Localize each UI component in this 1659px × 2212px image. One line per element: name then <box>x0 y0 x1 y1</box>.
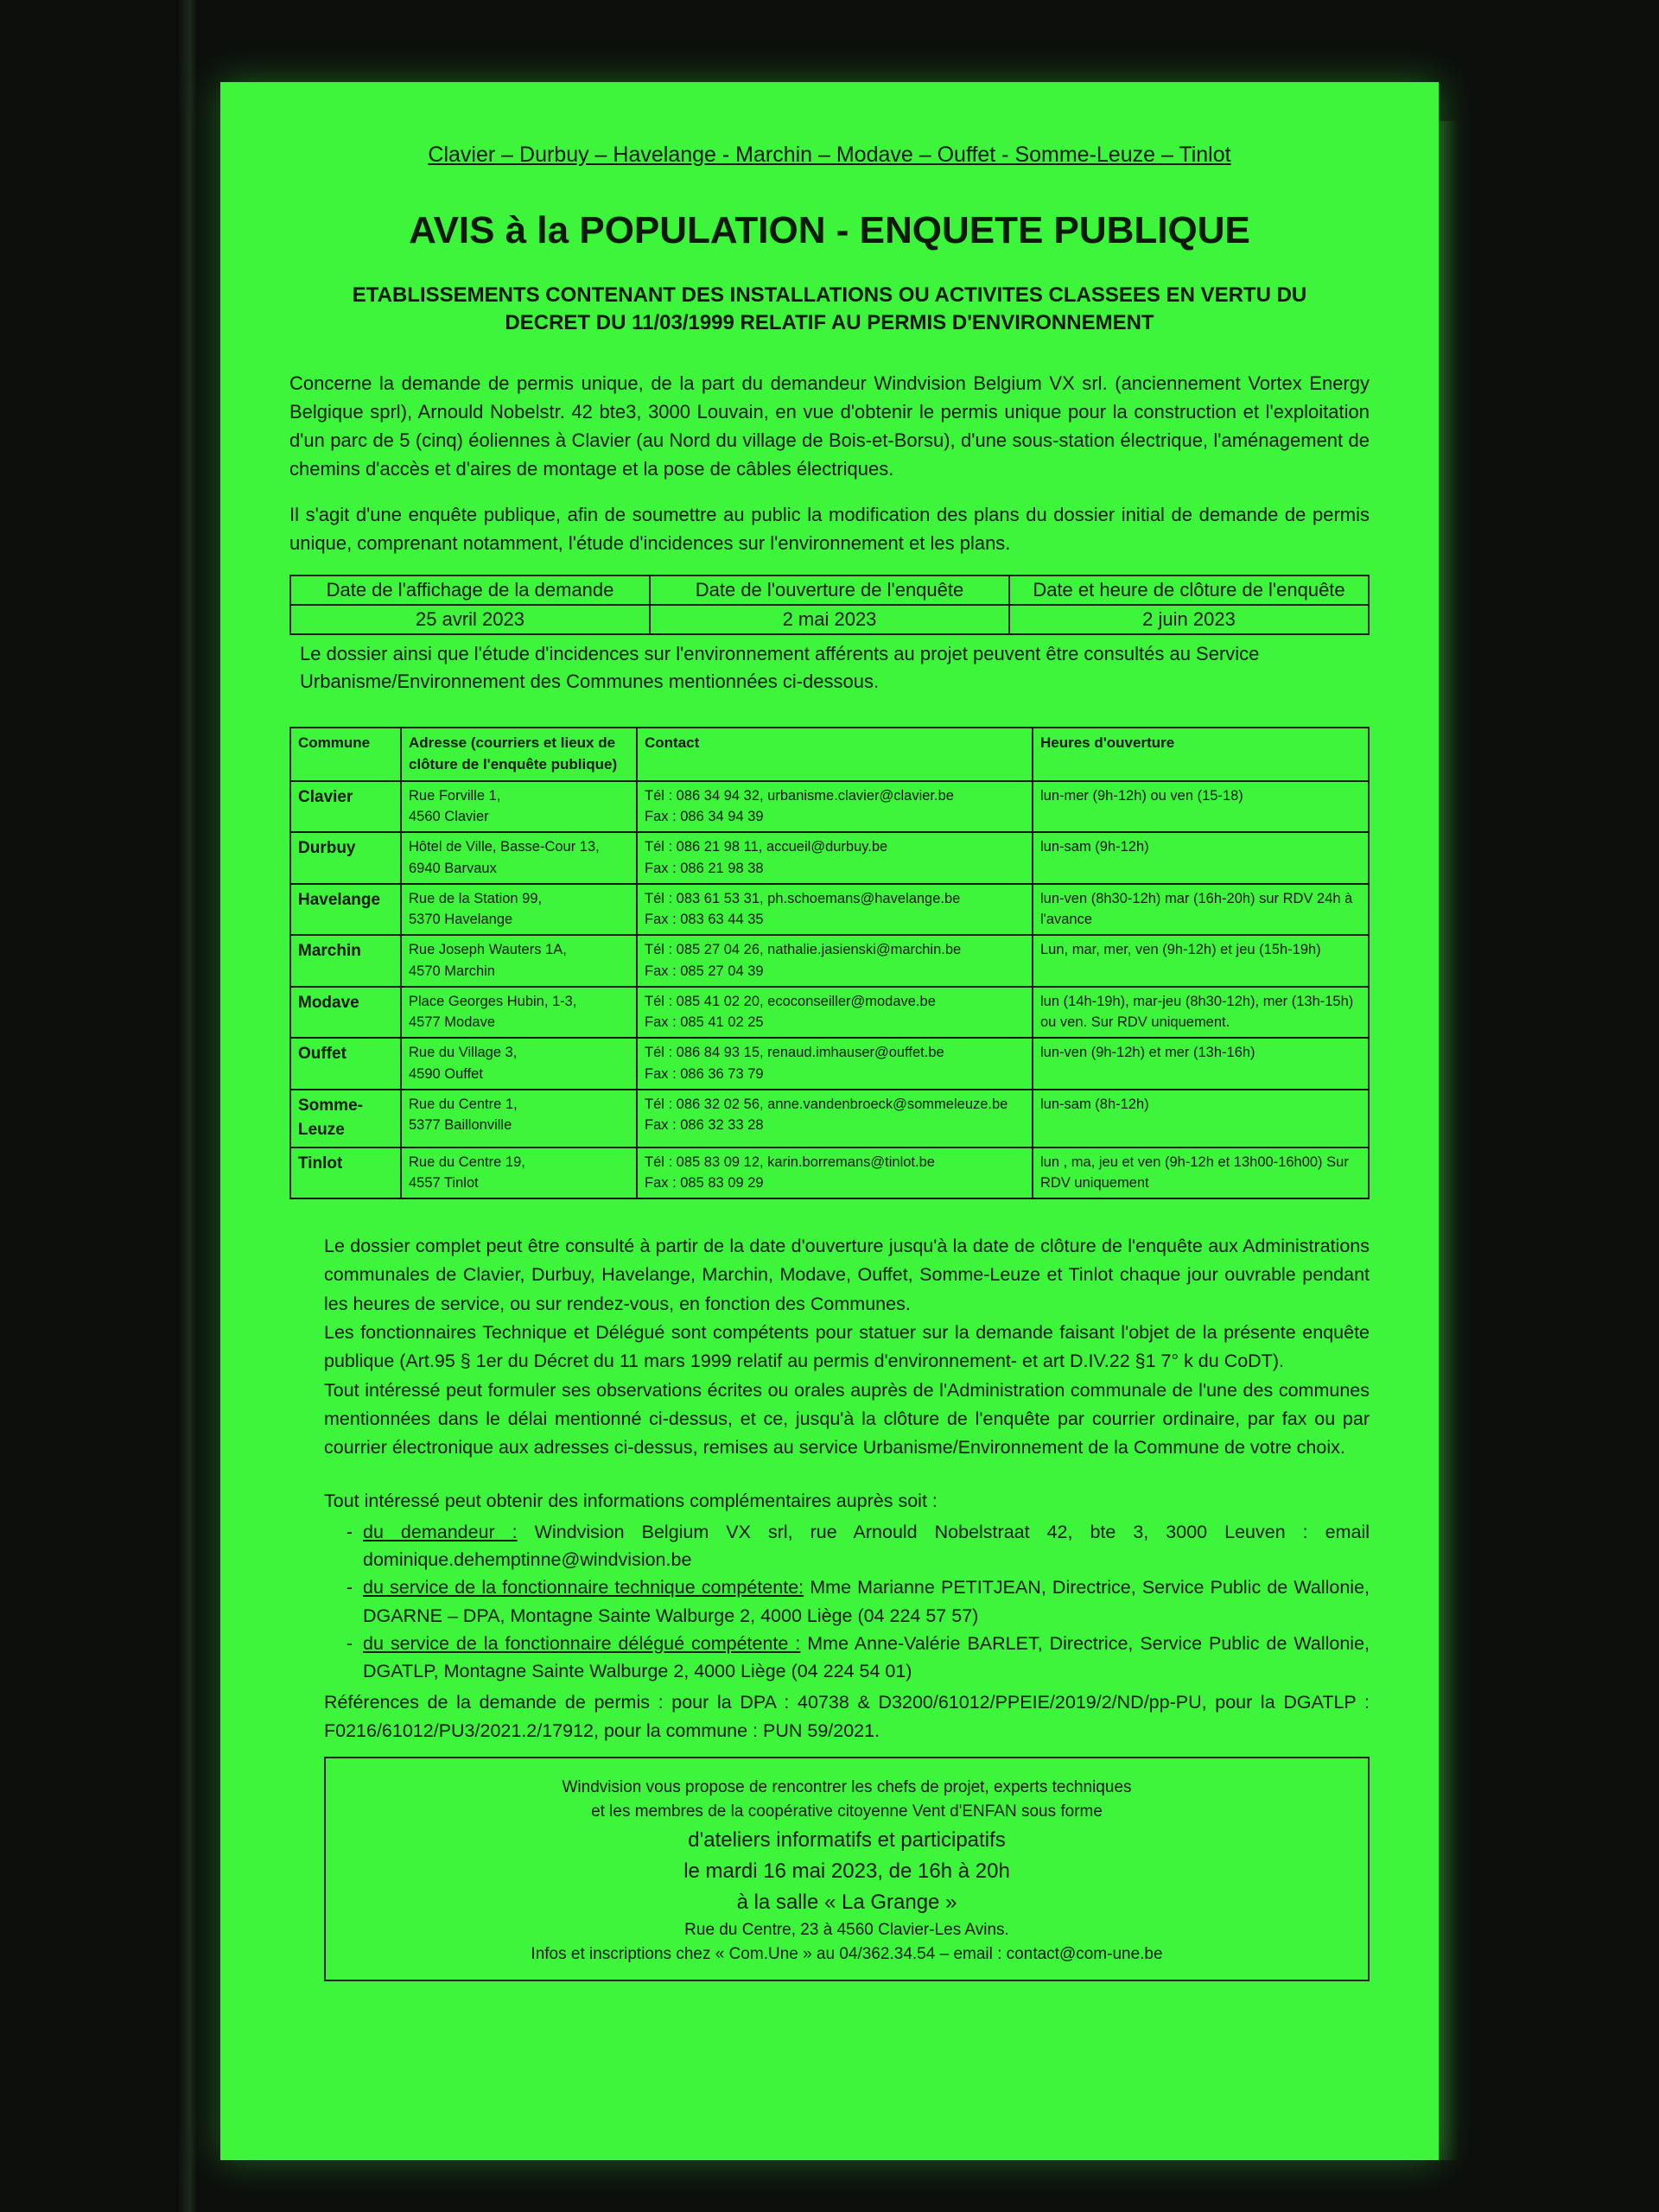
contact-fax: Fax : 085 83 09 29 <box>645 1175 764 1192</box>
commune-address <box>401 832 637 884</box>
opening-hours: lun (14h-19h), mar-jeu (8h30-12h), mer (13h-15h) ou ven. Sur RDV uniquement. <box>1033 987 1369 1039</box>
date-affichage: 25 avril 2023 <box>290 605 650 634</box>
contact-fax: Fax : 086 32 33 28 <box>645 1117 764 1134</box>
address-street: Hôtel de Ville, Basse-Cour 13, <box>409 839 600 855</box>
dates-header-row <box>290 575 1369 605</box>
commune-name: Somme-Leuze <box>290 1090 401 1147</box>
contacts-header-row <box>290 728 1369 781</box>
date-ouverture: 2 mai 2023 <box>650 605 1009 634</box>
address-street: Rue du Centre 1, <box>409 1096 518 1112</box>
event-line: et les membres de la coopérative citoyenne Vent d'ENFAN sous forme <box>591 1802 1103 1821</box>
commune-name: Clavier <box>290 781 401 833</box>
opening-hours: lun-mer (9h-12h) ou ven (15-18) <box>1033 781 1369 833</box>
event-line: d'ateliers informatifs et participatifs <box>688 1827 1006 1852</box>
info-item-label: du service de la fonctionnaire délégué compétente : <box>363 1632 801 1654</box>
info-intro: Tout intéressé peut obtenir des informations complémentaires auprès soit : <box>324 1490 938 1511</box>
opening-hours: lun-ven (9h-12h) et mer (13h-16h) <box>1033 1038 1369 1090</box>
commune-contact <box>637 832 1033 884</box>
consult-note: Le dossier ainsi que l'étude d'incidences sur l'environnement afférents au projet peuvent être consultés au Service Urbanisme/Environnement des Communes mentionnées ci-dessous. <box>300 642 1260 692</box>
commune-contact <box>637 1090 1033 1147</box>
event-contact: Infos et inscriptions chez « Com.Une » au 04/362.34.54 – email : contact@com-une.be <box>531 1945 1163 1964</box>
contacts-header-cell: Contact <box>637 728 1033 781</box>
contact-fax: Fax : 085 41 02 25 <box>645 1014 764 1031</box>
info-item-label: du service de la fonctionnaire technique compétente: <box>363 1577 804 1599</box>
commune-address <box>401 935 637 987</box>
address-city: 4570 Marchin <box>409 963 495 979</box>
commune-name: Tinlot <box>290 1147 401 1199</box>
body-paragraph-2: Les fonctionnaires Technique et Délégué sont compétents pour statuer sur la demande faisant l'objet de la présente enquête publique (Art.95 § 1er du Décret du 11 mars 1999 relatif au permis d'environnement- et art D.IV.22 §1 7° k du CoDT). <box>324 1322 1370 1372</box>
contact-fax: Fax : 085 27 04 39 <box>645 963 764 979</box>
table-row <box>290 1090 1369 1147</box>
info-item-label: du demandeur : <box>363 1521 518 1542</box>
body-paragraph-3: Tout intéressé peut formuler ses observations écrites ou orales auprès de l'Administration communale de l'une des communes mentionnées dans le délai mentionné ci-dessus, et ce, jusqu'à la clôture de l'enquête par courrier ordinaire, par fax ou par courrier électronique aux adresses ci-dessus, remises au service Urbanisme/Environnement de la Commune de votre choix. <box>324 1379 1370 1459</box>
date-cloture: 2 juin 2023 <box>1009 605 1369 634</box>
address-city: 5370 Havelange <box>409 912 513 928</box>
contacts-header-cell: Heures d'ouverture <box>1033 728 1369 781</box>
address-street: Rue du Village 3, <box>409 1045 518 1061</box>
contact-tel: Tél : 086 84 93 15, renaud.imhauser@ouffet.be <box>645 1045 944 1061</box>
commune-name: Havelange <box>290 884 401 936</box>
commune-address <box>401 1038 637 1090</box>
contact-tel: Tél : 086 34 94 32, urbanisme.clavier@clavier.be <box>645 787 954 804</box>
commune-name: Ouffet <box>290 1038 401 1090</box>
info-item-text: Windvision Belgium VX srl, rue Arnould Nobelstraat 42, bte 3, 3000 Leuven : email dominique.dehemptinne@windvision.be <box>363 1521 1370 1571</box>
commune-name: Durbuy <box>290 832 401 884</box>
intro-paragraph-1: Concerne la demande de permis unique, de la part du demandeur Windvision Belgium VX srl. (anciennement Vortex Energy Belgique sprl), Arnould Nobelstr. 42 bte3, 3000 Louvain, en vue d'obtenir le permis unique pour la construction et l'exploitation d'un parc de 5 (cinq) éoliennes à Clavier (au Nord du village de Bois-et-Borsu), d'une sous-station électrique, l'aménagement de chemins d'accès et d'aires de montage et la pose de câbles électriques. <box>289 372 1370 480</box>
display-frame-edge <box>177 0 198 2212</box>
notice-subtitle: ETABLISSEMENTS CONTENANT DES INSTALLATIONS OU ACTIVITES CLASSEES EN VERTU DU DECRET DU 11/03/1999 RELATIF AU PERMIS D'ENVIRONNEMENT <box>352 283 1307 335</box>
contact-tel: Tél : 083 61 53 31, ph.schoemans@havelange.be <box>645 890 961 906</box>
public-notice-poster <box>220 82 1439 2160</box>
commune-contact <box>637 935 1033 987</box>
display-frame-right <box>1439 121 1458 2160</box>
address-street: Rue du Centre 19, <box>409 1154 525 1170</box>
opening-hours: lun-sam (8h-12h) <box>1033 1090 1369 1147</box>
address-city: 4560 Clavier <box>409 809 489 825</box>
commune-address <box>401 884 637 936</box>
contact-tel: Tél : 086 21 98 11, accueil@durbuy.be <box>645 839 888 855</box>
dates-header-cell: Date de l'affichage de la demande <box>290 575 650 605</box>
address-street: Rue Forville 1, <box>409 787 501 804</box>
notice-title: AVIS à la POPULATION - ENQUETE PUBLIQUE <box>409 209 1250 251</box>
commune-contact <box>637 987 1033 1039</box>
table-row <box>290 832 1369 884</box>
commune-contact <box>637 1038 1033 1090</box>
commune-name: Modave <box>290 987 401 1039</box>
commune-address <box>401 1147 637 1199</box>
address-street: Rue de la Station 99, <box>409 890 543 906</box>
contact-tel: Tél : 086 32 02 56, anne.vandenbroeck@sommeleuze.be <box>645 1096 1008 1112</box>
commune-name: Marchin <box>290 935 401 987</box>
communes-header: Clavier – Durbuy – Havelange - Marchin – Modave – Ouffet - Somme-Leuze – Tinlot <box>428 143 1231 167</box>
contact-fax: Fax : 086 36 73 79 <box>645 1065 764 1082</box>
contact-tel: Tél : 085 41 02 20, ecoconseiller@modave.be <box>645 993 936 1009</box>
contact-tel: Tél : 085 83 09 12, karin.borremans@tinlot.be <box>645 1154 935 1170</box>
address-city: 6940 Barvaux <box>409 860 497 876</box>
dates-table <box>289 575 1370 635</box>
info-item-text: Mme Marianne PETITJEAN, Directrice, Service Public de Wallonie, DGARNE – DPA, Montagne Sainte Walburge 2, 4000 Liège (04 224 57 57) <box>363 1577 1370 1626</box>
address-street: Place Georges Hubin, 1-3, <box>409 993 577 1009</box>
opening-hours: lun-ven (8h30-12h) mar (16h-20h) sur RDV 24h à l'avance <box>1033 884 1369 936</box>
commune-address <box>401 987 637 1039</box>
table-row <box>290 884 1369 936</box>
event-line: Windvision vous propose de rencontrer les chefs de projet, experts techniques <box>562 1777 1132 1796</box>
event-date: le mardi 16 mai 2023, de 16h à 20h <box>683 1859 1010 1883</box>
contact-tel: Tél : 085 27 04 26, nathalie.jasienski@marchin.be <box>645 942 962 958</box>
contact-fax: Fax : 086 21 98 38 <box>645 860 764 876</box>
dates-value-row <box>290 605 1369 634</box>
address-city: 4577 Modave <box>409 1014 495 1031</box>
address-city: 5377 Baillonville <box>409 1117 512 1134</box>
communes-contact-table <box>289 727 1370 1200</box>
list-item <box>363 1630 1370 1686</box>
commune-address <box>401 1090 637 1147</box>
intro-paragraph-2: Il s'agit d'une enquête publique, afin de soumettre au public la modification des plans du dossier initial de demande de permis unique, comprenant notamment, l'étude d'incidences sur l'environnement et les plans. <box>289 503 1370 554</box>
opening-hours: lun , ma, jeu et ven (9h-12h et 13h00-16h00) Sur RDV uniquement <box>1033 1147 1369 1199</box>
table-row <box>290 987 1369 1039</box>
info-item-text: Mme Anne-Valérie BARLET, Directrice, Service Public de Wallonie, DGATLP, Montagne Sainte Walburge 2, 4000 Liège (04 224 54 01) <box>363 1632 1370 1682</box>
permit-references: Références de la demande de permis : pour la DPA : 40738 & D3200/61012/PPEIE/2019/2/ND/pp-PU, pour la DGATLP : F0216/61012/PU3/2021.2/17912, pour la commune : PUN 59/2021. <box>324 1692 1370 1741</box>
body-paragraph-1: Le dossier complet peut être consulté à partir de la date d'ouverture jusqu'à la date de clôture de l'enquête aux Administrations communales de Clavier, Durbuy, Havelange, Marchin, Modave, Ouffet, Somme-Leuze et Tinlot chaque jour ouvrable pendant les heures de service, ou sur rendez-vous, en fonction des Communes. <box>324 1236 1370 1314</box>
table-row <box>290 1038 1369 1090</box>
commune-contact <box>637 884 1033 936</box>
contact-fax: Fax : 083 63 44 35 <box>645 912 764 928</box>
commune-contact <box>637 781 1033 833</box>
table-row <box>290 1147 1369 1199</box>
contacts-header-cell: Adresse (courriers et lieux de clôture de l'enquête publique) <box>401 728 637 781</box>
commune-address <box>401 781 637 833</box>
list-item <box>363 1518 1370 1574</box>
table-row <box>290 935 1369 987</box>
list-item <box>363 1573 1370 1630</box>
address-city: 4590 Ouffet <box>409 1065 483 1082</box>
opening-hours: lun-sam (9h-12h) <box>1033 832 1369 884</box>
address-city: 4557 Tinlot <box>409 1175 479 1192</box>
commune-contact <box>637 1147 1033 1199</box>
event-venue: à la salle « La Grange » <box>736 1890 957 1914</box>
table-row <box>290 781 1369 833</box>
info-contacts-list <box>337 1518 1370 1686</box>
dates-header-cell: Date de l'ouverture de l'enquête <box>650 575 1009 605</box>
event-announcement-box <box>324 1757 1370 1981</box>
address-street: Rue Joseph Wauters 1A, <box>409 942 567 958</box>
event-address: Rue du Centre, 23 à 4560 Clavier-Les Avins. <box>684 1920 1009 1939</box>
contacts-header-cell: Commune <box>290 728 401 781</box>
opening-hours: Lun, mar, mer, ven (9h-12h) et jeu (15h-19h) <box>1033 935 1369 987</box>
dates-header-cell: Date et heure de clôture de l'enquête <box>1009 575 1369 605</box>
contact-fax: Fax : 086 34 94 39 <box>645 809 764 825</box>
